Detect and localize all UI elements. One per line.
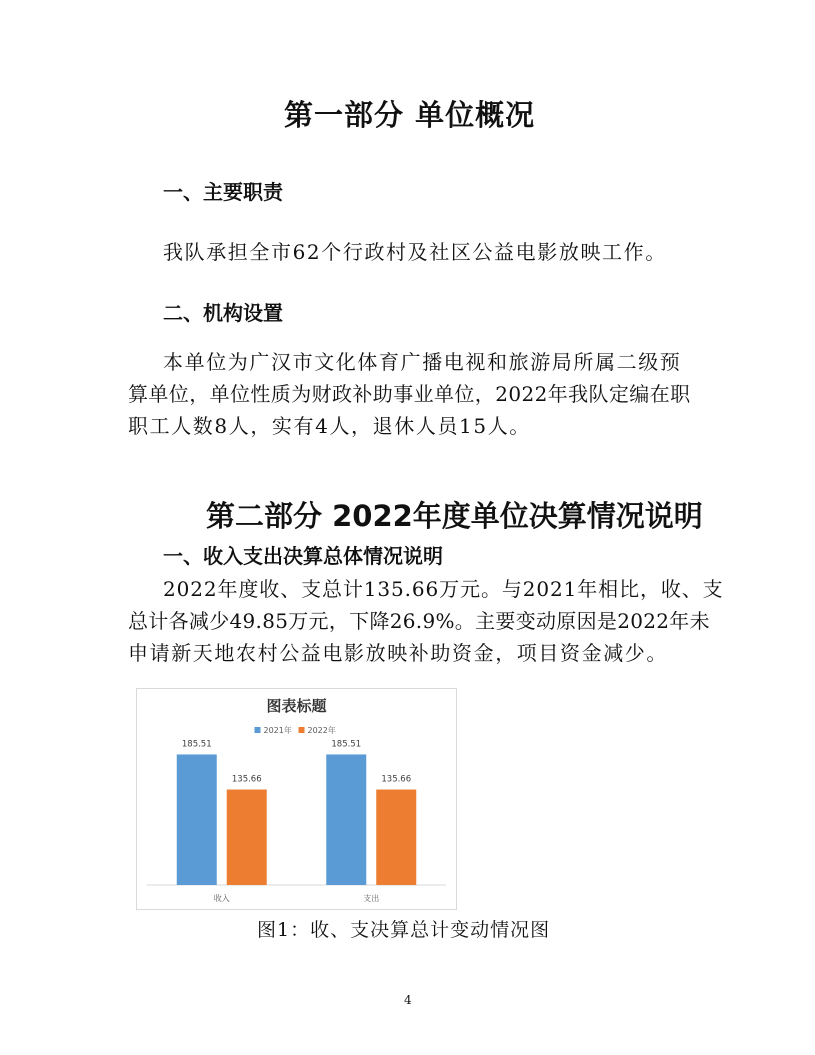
chart-title: 图表标题 [266,697,327,715]
legend-label-1: 2022年 [307,726,336,735]
paragraph-line: 算单位，单位性质为财政补助事业单位，2022年我队定编在职 [128,382,691,406]
paragraph-line: 职工人数8人，实有4人，退休人员15人。 [128,414,531,438]
bar-1-0 [326,754,366,885]
part1-title: 第一部分 单位概况 [284,98,536,132]
legend-label-0: 2021年 [263,726,292,735]
bar-0-0 [177,754,217,885]
section-heading-responsibilities: 一、主要职责 [163,180,283,204]
chart-canvas [137,689,456,909]
paragraph-line: 本单位为广汉市文化体育广播电视和旅游局所属二级预 [163,350,682,374]
organization-paragraph [128,346,691,442]
income-expense-paragraph [128,573,724,669]
bar-chart [136,688,457,910]
page-number: 4 [404,993,412,1007]
data-label-1-1: 135.66 [381,774,412,785]
bar-0-1 [227,790,267,885]
x-tick-label-1: 支出 [363,894,380,903]
data-label-0-0: 185.51 [181,739,212,750]
paragraph-line: 我队承担全市62个行政村及社区公益电影放映工作。 [163,240,667,264]
legend-swatch-0 [255,727,261,733]
data-label-1-0: 185.51 [331,739,362,750]
section-heading-income-expense: 一、收入支出决算总体情况说明 [163,544,443,568]
x-tick-label-0: 收入 [213,894,230,903]
data-label-0-1: 135.66 [231,774,262,785]
paragraph-line: 总计各减少49.85万元，下降26.9%。主要变动原因是2022年未 [128,609,710,633]
paragraph-line: 申请新天地农村公益电影放映补助资金，项目资金减少。 [128,641,668,665]
section-heading-organization: 二、机构设置 [163,301,283,325]
responsibilities-text [163,236,667,268]
figure-caption: 图1：收、支决算总计变动情况图 [257,919,551,941]
paragraph-line: 2022年度收、支总计135.66万元。与2021年相比，收、支 [163,577,724,601]
part2-title: 第二部分 2022年度单位决算情况说明 [206,499,703,533]
legend-swatch-1 [299,727,305,733]
bar-1-1 [376,790,416,885]
